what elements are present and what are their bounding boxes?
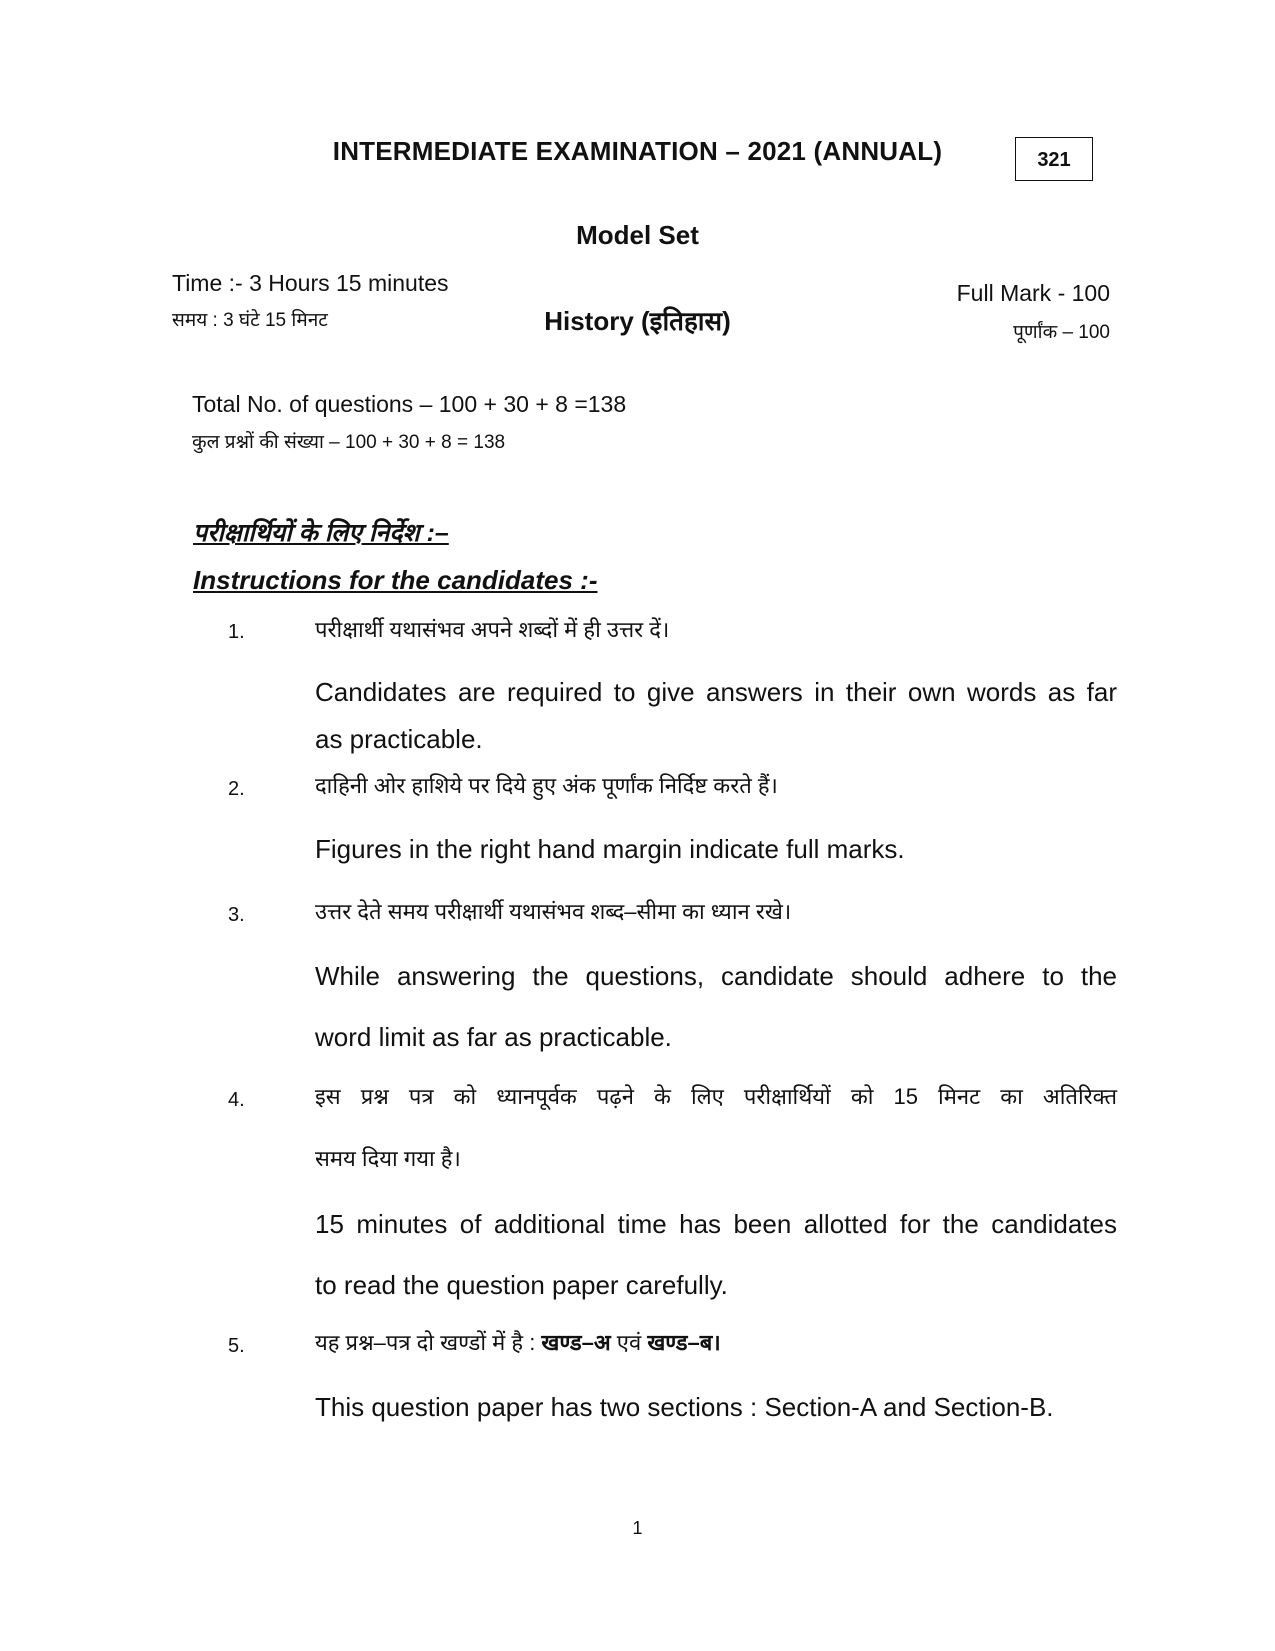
- instruction-3-english-line1: While answering the questions, candidate should adhere to the: [315, 961, 1117, 991]
- instruction-4-english-line1: 15 minutes of additional time has been allotted for the candidates: [315, 1209, 1117, 1239]
- section-b-hindi: खण्ड–ब।: [647, 1330, 721, 1355]
- instruction-2-hindi: दाहिनी ओर हाशिये पर दिये हुए अंक पूर्णांक निर्दिष्ट करते हैं।: [315, 773, 778, 798]
- instruction-number-3: 3.: [228, 904, 245, 926]
- instruction-2-english: Figures in the right hand margin indicate full marks.: [315, 834, 905, 864]
- instruction-5-hindi-prefix: यह प्रश्न–पत्र दो खण्डों में है :: [315, 1330, 542, 1355]
- instruction-number-2: 2.: [228, 778, 245, 800]
- instructions-heading-hindi: परीक्षार्थियों के लिए निर्देश :–: [193, 519, 449, 547]
- instruction-4-hindi-line2: समय दिया गया है।: [315, 1146, 461, 1171]
- instruction-5-hindi: [315, 1327, 721, 1357]
- paper-code-box: 321: [1015, 137, 1093, 181]
- instructions-heading-english: Instructions for the candidates :-: [193, 565, 598, 595]
- instruction-number-5: 5.: [228, 1335, 245, 1357]
- time-hindi: समय : 3 घंटे 15 मिनट: [172, 310, 328, 331]
- exam-title: INTERMEDIATE EXAMINATION – 2021 (ANNUAL): [332, 136, 943, 166]
- instruction-4-hindi-line1: इस प्रश्न पत्र को ध्यानपूर्वक पढ़ने के लिए परीक्षार्थियों को 15 मिनट का अतिरिक्त: [315, 1084, 1117, 1109]
- instruction-number-1: 1.: [228, 621, 245, 643]
- instruction-1-english-line2: as practicable.: [315, 724, 483, 754]
- model-set-label: Model Set: [576, 220, 699, 250]
- total-questions-english: Total No. of questions – 100 + 30 + 8 =138: [192, 391, 627, 417]
- instruction-4-english-line2: to read the question paper carefully.: [315, 1270, 728, 1300]
- instruction-1-english-line1: Candidates are required to give answers in their own words as far: [315, 677, 1117, 707]
- instruction-3-english-line2: word limit as far as practicable.: [315, 1022, 672, 1052]
- subject-title: History (इतिहास): [544, 306, 731, 336]
- page-number: 1: [632, 1518, 643, 1538]
- section-a-hindi: खण्ड–अ: [541, 1330, 611, 1355]
- instruction-5-english: This question paper has two sections : Section-A and Section-B.: [315, 1392, 1054, 1422]
- instruction-number-4: 4.: [228, 1089, 245, 1111]
- total-questions-hindi: कुल प्रश्नों की संख्या – 100 + 30 + 8 = 138: [192, 432, 506, 453]
- full-mark-english: Full Mark - 100: [956, 280, 1110, 306]
- full-mark-hindi: पूर्णांक – 100: [1013, 322, 1110, 343]
- time-english: Time :- 3 Hours 15 minutes: [172, 270, 449, 296]
- instruction-1-hindi: परीक्षार्थी यथासंभव अपने शब्दों में ही उत्तर दें।: [315, 617, 670, 642]
- instruction-3-hindi: उत्तर देते समय परीक्षार्थी यथासंभव शब्द–सीमा का ध्यान रखे।: [315, 899, 792, 924]
- instruction-5-hindi-and: एवं: [610, 1330, 648, 1355]
